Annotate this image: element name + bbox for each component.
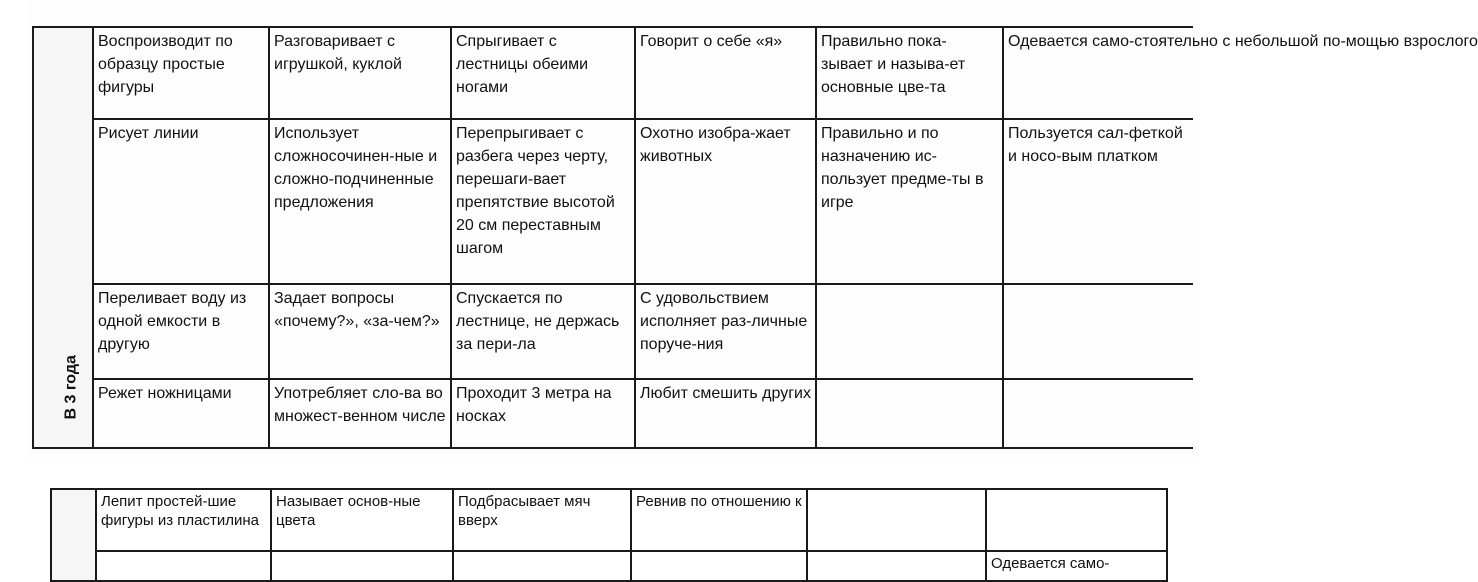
age-group-cell <box>51 489 96 581</box>
table-cell <box>271 551 453 581</box>
age-group-label: В 3 года <box>62 355 80 420</box>
table-cell: С удовольствием исполняет раз-личные поруче-ния <box>635 284 816 379</box>
table-cell: Называет основ-ные цвета <box>271 489 453 551</box>
table-cell <box>453 551 631 581</box>
table-cell: Режет ножницами <box>93 379 269 448</box>
table-cell: Проходит 3 метра на носках <box>451 379 635 448</box>
table-cell <box>1003 379 1193 448</box>
table-cell: Воспроизводит по образцу простые фигуры <box>93 27 269 119</box>
table-cell: Перепрыгивает с разбега через черту, перешаги-вает препятствие высотой 20 см переставным шагом <box>451 119 635 284</box>
table-cell <box>96 551 271 581</box>
table-cell <box>816 284 1003 379</box>
table-cell: Спускается по лестнице, не держась за пери-ла <box>451 284 635 379</box>
table-cell: Говорит о себе «я» <box>635 27 816 119</box>
table-cell <box>1003 284 1193 379</box>
table-cell: Одевается само-стоятельно с небольшой по-мощью взрослого <box>1003 27 1193 119</box>
development-table-continued <box>50 488 1168 582</box>
table-cell: Лепит простей-шие фигуры из пластилина <box>96 489 271 551</box>
table-cell: Переливает воду из одной емкости в другую <box>93 284 269 379</box>
table-row <box>33 119 1193 284</box>
table-cell: Пользуется сал-феткой и носо-вым платком <box>1003 119 1193 284</box>
table-cell: Правильно и по назначению ис-пользует предме-ты в игре <box>816 119 1003 284</box>
table-cell <box>631 551 807 581</box>
table-cell: Любит смешить других <box>635 379 816 448</box>
table-cell <box>807 551 986 581</box>
table-cell <box>816 379 1003 448</box>
table-row <box>51 489 1167 551</box>
table-cell: Разговаривает с игрушкой, куклой <box>269 27 451 119</box>
table-cell: Охотно изобра-жает животных <box>635 119 816 284</box>
table-cell: Подбрасывает мяч вверх <box>453 489 631 551</box>
table-cell: Ревнив по отношению к <box>631 489 807 551</box>
table-cell: Употребляет сло-ва во множест-венном числе <box>269 379 451 448</box>
table-row <box>33 284 1193 379</box>
table-cell: Спрыгивает с лестницы обеими ногами <box>451 27 635 119</box>
table-cell <box>986 489 1167 551</box>
table-row <box>33 379 1193 448</box>
table-row <box>51 551 1167 581</box>
table-cell <box>807 489 986 551</box>
development-table-3-years <box>32 26 1478 449</box>
table-cell: Задает вопросы «почему?», «за-чем?» <box>269 284 451 379</box>
table-cell: Правильно пока-зывает и называ-ет основные цве-та <box>816 27 1003 119</box>
age-group-cell <box>33 27 93 448</box>
table-cell: Рисует линии <box>93 119 269 284</box>
table-cell: Одевается само- <box>986 551 1167 581</box>
table-cell: Использует сложносочинен-ные и сложно-подчиненные предложения <box>269 119 451 284</box>
table-row <box>33 27 1193 119</box>
